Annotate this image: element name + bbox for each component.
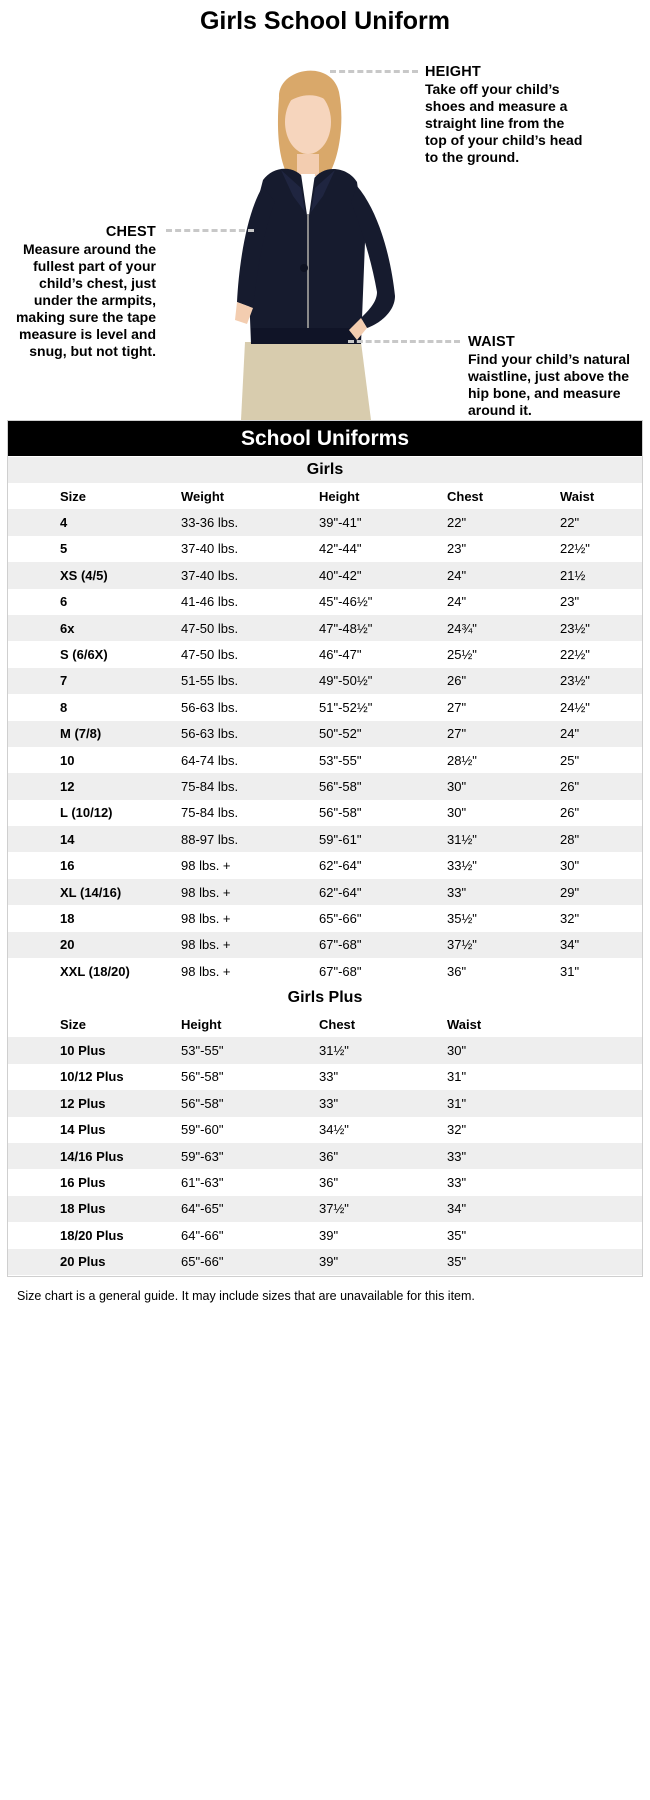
size-cell: XXL (18/20) [60, 963, 130, 979]
table-cell: 56"-58" [319, 778, 362, 794]
table-cell: 56"-58" [181, 1095, 224, 1111]
table-cell: 37½" [447, 937, 477, 953]
table-cell: 53"-55" [181, 1043, 224, 1059]
size-cell: 18 Plus [60, 1201, 106, 1217]
table-cell: 33" [447, 1175, 467, 1191]
table-cell: 98 lbs. + [181, 910, 231, 926]
table-cell: 88-97 lbs. [181, 831, 239, 847]
table-cell: 56-63 lbs. [181, 699, 239, 715]
table-cell: 22½" [560, 541, 590, 557]
table-row [8, 1090, 642, 1116]
table-cell: 65"-66" [181, 1254, 224, 1270]
table-cell: 65"-66" [319, 910, 362, 926]
size-cell: 8 [60, 699, 68, 715]
table-row [8, 958, 642, 984]
size-chart-footnote: Size chart is a general guide. It may include sizes that are unavailable for this item. [17, 1289, 475, 1303]
table-cell: 25½" [447, 647, 477, 663]
table-row [8, 1117, 642, 1143]
table-row [8, 879, 642, 905]
table-cell: 42"-44" [319, 541, 362, 557]
table-cell: 36" [447, 963, 467, 979]
table-cell: 23½" [560, 620, 590, 636]
size-cell: 16 [60, 858, 75, 874]
size-cell: 6 [60, 594, 68, 610]
size-cell: 4 [60, 515, 68, 531]
table-cell: 23" [560, 594, 580, 610]
table-row [8, 1249, 642, 1275]
height-guide-line [330, 70, 418, 73]
table-cell: 39" [319, 1254, 339, 1270]
height-callout-line: shoes and measure a [425, 98, 568, 114]
table-cell: 33" [447, 884, 467, 900]
table-cell: 32" [560, 910, 580, 926]
size-cell: 10/12 Plus [60, 1069, 124, 1085]
table-cell: 26" [560, 805, 580, 821]
size-cell: 12 [60, 778, 75, 794]
table-cell: 28" [560, 831, 580, 847]
table-row [8, 747, 642, 773]
table-row [8, 562, 642, 588]
table-cell: 33" [319, 1095, 339, 1111]
table-row [8, 800, 642, 826]
waist-callout-title: WAIST [468, 334, 515, 350]
table-row [8, 1064, 642, 1090]
table-cell: 47"-48½" [319, 620, 373, 636]
height-callout-line: to the ground. [425, 149, 520, 165]
table-cell: 24" [560, 726, 580, 742]
size-cell: 6x [60, 620, 75, 636]
table-row [8, 773, 642, 799]
table-row [8, 1143, 642, 1169]
size-cell: XS (4/5) [60, 567, 108, 583]
table-cell: 35" [447, 1227, 467, 1243]
waist-callout-line: hip bone, and measure [468, 385, 621, 401]
table-cell: 50"-52" [319, 726, 362, 742]
girls-plus-section-title: Girls Plus [8, 985, 642, 1011]
table-cell: 27" [447, 726, 467, 742]
table-cell: 62"-64" [319, 884, 362, 900]
table-row [8, 852, 642, 878]
table-cell: 21½ [560, 567, 586, 583]
table-row [8, 668, 642, 694]
size-cell: 20 Plus [60, 1254, 106, 1270]
table-cell: 67"-68" [319, 963, 362, 979]
table-cell: 30" [447, 778, 467, 794]
height-callout-title: HEIGHT [425, 64, 481, 80]
table-cell: 45"-46½" [319, 594, 373, 610]
table-row [8, 641, 642, 667]
table-cell: 22½" [560, 647, 590, 663]
column-header: Waist [560, 488, 595, 504]
table-cell: 46"-47" [319, 647, 362, 663]
table-row [8, 589, 642, 615]
table-cell: 37-40 lbs. [181, 567, 239, 583]
table-cell: 28½" [447, 752, 477, 768]
table-cell: 27" [447, 699, 467, 715]
chest-guide-line [166, 229, 254, 232]
waist-callout-line: around it. [468, 402, 532, 418]
table-row [8, 826, 642, 852]
table-cell: 98 lbs. + [181, 884, 231, 900]
table-cell: 33-36 lbs. [181, 515, 239, 531]
size-cell: 10 [60, 752, 75, 768]
chest-callout-title: CHEST [105, 224, 156, 240]
table-cell: 51"-52½" [319, 699, 373, 715]
waist-guide-line [348, 340, 460, 343]
size-cell: 20 [60, 937, 75, 953]
table-cell: 22" [560, 515, 580, 531]
height-callout-line: straight line from the [425, 115, 565, 131]
table-cell: 31½" [319, 1043, 349, 1059]
table-row [8, 1169, 642, 1195]
size-cell: 18 [60, 910, 75, 926]
table-cell: 30" [447, 805, 467, 821]
page-title: Girls School Uniform [199, 7, 451, 35]
table-cell: 24½" [560, 699, 590, 715]
table-row [8, 615, 642, 641]
waist-callout [468, 334, 648, 419]
table-cell: 75-84 lbs. [181, 778, 239, 794]
table-row [8, 694, 642, 720]
chest-callout-line: making sure the tape [15, 309, 156, 325]
table-row [8, 1037, 642, 1063]
table-cell: 36" [319, 1175, 339, 1191]
chest-callout-line: snug, but not tight. [29, 343, 156, 359]
table-cell: 34" [560, 937, 580, 953]
table-cell: 23½" [560, 673, 590, 689]
table-cell: 67"-68" [319, 937, 362, 953]
chart-banner: School Uniforms [8, 421, 642, 456]
table-cell: 64-74 lbs. [181, 752, 239, 768]
table-cell: 98 lbs. + [181, 963, 231, 979]
table-cell: 41-46 lbs. [181, 594, 239, 610]
table-cell: 30" [447, 1043, 467, 1059]
column-header: Weight [181, 488, 225, 504]
table-cell: 64"-65" [181, 1201, 224, 1217]
table-cell: 37½" [319, 1201, 349, 1217]
table-row [8, 905, 642, 931]
table-cell: 22" [447, 515, 467, 531]
size-chart [7, 420, 643, 1277]
table-cell: 56"-58" [181, 1069, 224, 1085]
table-cell: 64"-66" [181, 1227, 224, 1243]
table-cell: 59"-63" [181, 1148, 224, 1164]
size-cell: 5 [60, 541, 68, 557]
size-cell: 14 [60, 831, 75, 847]
table-cell: 39"-41" [319, 515, 362, 531]
column-header: Height [319, 488, 360, 504]
size-cell: 10 Plus [60, 1043, 106, 1059]
table-cell: 47-50 lbs. [181, 620, 239, 636]
table-cell: 59"-61" [319, 831, 362, 847]
table-row [8, 1196, 642, 1222]
table-cell: 34" [447, 1201, 467, 1217]
table-cell: 24" [447, 594, 467, 610]
table-cell: 33" [319, 1069, 339, 1085]
table-cell: 24" [447, 567, 467, 583]
size-cell: 12 Plus [60, 1095, 106, 1111]
table-cell: 61"-63" [181, 1175, 224, 1191]
table-cell: 31" [447, 1069, 467, 1085]
table-header-row [8, 1011, 642, 1037]
column-header: Height [181, 1016, 222, 1032]
table-row [8, 721, 642, 747]
table-cell: 39" [319, 1227, 339, 1243]
table-cell: 23" [447, 541, 467, 557]
table-cell: 25" [560, 752, 580, 768]
size-cell: 18/20 Plus [60, 1227, 124, 1243]
column-header: Size [60, 488, 87, 504]
table-row [8, 1222, 642, 1248]
table-cell: 49"-50½" [319, 673, 373, 689]
table-cell: 56"-58" [319, 805, 362, 821]
table-cell: 56-63 lbs. [181, 726, 239, 742]
table-cell: 32" [447, 1122, 467, 1138]
chest-callout-line: Measure around the [22, 241, 156, 257]
chest-callout-line: fullest part of your [33, 258, 156, 274]
size-cell: 16 Plus [60, 1175, 106, 1191]
size-cell: XL (14/16) [60, 884, 122, 900]
size-cell: M (7/8) [60, 726, 102, 742]
table-cell: 75-84 lbs. [181, 805, 239, 821]
table-cell: 59"-60" [181, 1122, 224, 1138]
table-row [8, 509, 642, 535]
chest-callout [8, 224, 156, 360]
table-cell: 98 lbs. + [181, 937, 231, 953]
table-cell: 37-40 lbs. [181, 541, 239, 557]
table-cell: 35" [447, 1254, 467, 1270]
girls-plus-size-table [8, 1011, 642, 1275]
table-cell: 35½" [447, 910, 477, 926]
size-cell: 14 Plus [60, 1122, 106, 1138]
model-photo [201, 62, 441, 420]
size-cell: 14/16 Plus [60, 1148, 124, 1164]
table-cell: 26" [560, 778, 580, 794]
table-cell: 36" [319, 1148, 339, 1164]
girls-size-table [8, 483, 642, 984]
table-cell: 34½" [319, 1122, 349, 1138]
table-cell: 40"-42" [319, 567, 362, 583]
table-cell: 26" [447, 673, 467, 689]
table-cell: 47-50 lbs. [181, 647, 239, 663]
table-cell: 24¾" [447, 620, 477, 636]
column-header: Chest [319, 1016, 356, 1032]
chest-callout-line: child’s chest, just [39, 275, 156, 291]
table-cell: 31" [447, 1095, 467, 1111]
table-cell: 62"-64" [319, 858, 362, 874]
waist-callout-line: Find your child’s natural [468, 351, 631, 367]
table-cell: 33" [447, 1148, 467, 1164]
height-callout [425, 64, 645, 166]
table-header-row [8, 483, 642, 509]
table-cell: 31½" [447, 831, 477, 847]
table-cell: 29" [560, 884, 580, 900]
chest-callout-line: under the armpits, [33, 292, 156, 308]
table-cell: 98 lbs. + [181, 858, 231, 874]
height-callout-line: top of your child’s head [425, 132, 583, 148]
table-cell: 33½" [447, 858, 477, 874]
girls-section-title: Girls [8, 457, 642, 483]
table-cell: 53"-55" [319, 752, 362, 768]
height-callout-line: Take off your child’s [425, 81, 560, 97]
table-row [8, 536, 642, 562]
size-cell: S (6/6X) [60, 647, 108, 663]
column-header: Chest [447, 488, 484, 504]
table-cell: 30" [560, 858, 580, 874]
size-cell: 7 [60, 673, 68, 689]
table-cell: 51-55 lbs. [181, 673, 239, 689]
column-header: Size [60, 1016, 87, 1032]
column-header: Waist [447, 1016, 482, 1032]
chest-callout-line: measure is level and [19, 326, 156, 342]
table-row [8, 932, 642, 958]
waist-callout-line: waistline, just above the [468, 368, 630, 384]
table-cell: 31" [560, 963, 580, 979]
size-cell: L (10/12) [60, 805, 113, 821]
